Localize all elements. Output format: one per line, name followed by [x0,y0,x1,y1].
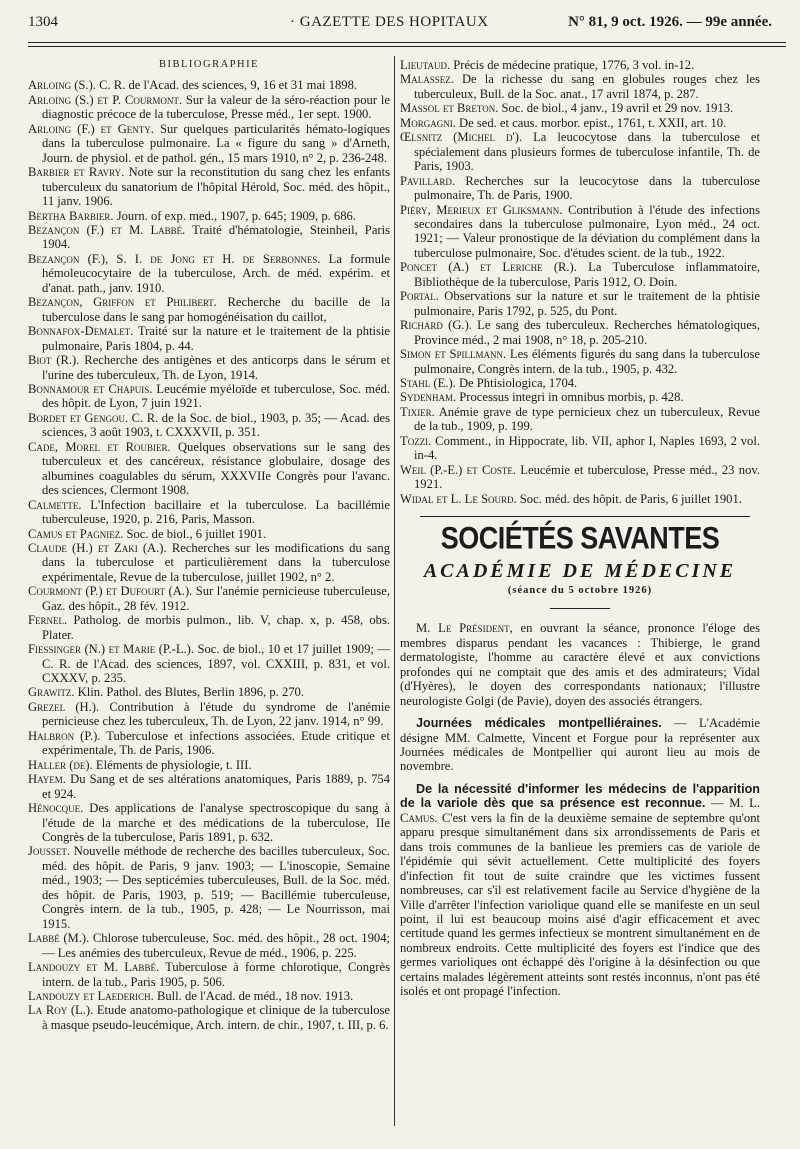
reference-entry [28,931,390,960]
reference-author: Massol et Breton. [400,101,499,116]
reference-entry [28,758,390,772]
reference-entry [400,116,760,130]
reference-text: Observations sur la nature et sur le traitement de la phtisie pulmonaire, Paris 1792, p. 525, du Pont. [414,289,760,318]
reference-text: Recherches sur les modifications du sang dans la tuberculose et particulièrement dans la tuberculose expérimentale, Revue de la tuberculose, juillet 1902, n° 2. [42,540,390,584]
reference-entry [28,960,390,989]
reference-text: Quelques observations sur le sang des tuberculeux et des cancéreux, résistance globulaire, dosage des albumines coagulables du sérum, XXXVIIe Congrès pour l'avanc. des sciences, Clermont 1908. [42,439,391,498]
reference-author: Haller (de). [28,757,93,772]
reference-author: Richard (G.). [400,318,472,333]
page-number: 1304 [28,14,58,30]
reference-text: Journ. of exp. med., 1907, p. 645; 1909, p. 686. [113,208,356,223]
reference-author: Bordet et Gengou. [28,410,129,425]
academie-heading: ACADÉMIE DE MÉDECINE [423,559,737,582]
para-text: — L'Académie désigne MM. Calmette, Vincent et Forgue pour la représenter aux Journées médicales de Montpellier qui auront lieu au mois de novembre. [400,716,760,774]
reference-author: Arloing (F.) et Genty. [28,121,154,136]
reference-author: Bezançon (F.) et M. Labbé. [28,222,186,237]
reference-author: Cade, Morel et Roubier. [28,439,171,454]
reference-author: Simon et Spillmann. [400,347,507,362]
reference-author: Poncet (A.) et Leriche (R.). [400,260,577,275]
reference-entry [28,989,390,1003]
reference-author: Bezançon, Griffon et Philibert. [28,295,217,310]
reference-author: Tixier. [400,404,435,419]
paragraph-variole [400,782,760,999]
reference-entry [400,72,760,101]
reference-entry [400,463,760,492]
page-header [28,14,772,36]
reference-entry [28,584,390,613]
reference-entry [28,353,390,382]
reference-entry [400,58,760,72]
reference-text: L'Infection bacillaire et la tuberculose. La bacillémie tuberculeuse, 1920, p. 216, Paris, Masson. [42,497,390,527]
reference-text: Les éléments figurés du sang dans la tuberculose pulmonaire, Congrès intern. de la tub., 1905, p. 432. [414,347,760,376]
section-title: SOCIÉTÉS SAVANTES [440,520,720,556]
reference-text: Nouvelle méthode de recherche des bacilles tuberculeux, Soc. méd. des hôpit. de Paris, 9 janv. 1903; — L'inoscopie, Semaine méd., 1903; — Des septicémies tuberculeuses, Bull. de la Soc. méd. des hôpit. de Paris, 1903, p. 519; — Bacillémie tuberculeuse, Congrès intern. de la tub., 1905, p. 428; — Le Nourrisson, mai 1915. [42,844,390,931]
reference-author: Morgagni. [400,115,456,130]
reference-author: Pavillard. [400,173,455,188]
reference-text: Etude anatomo-pathologique et clinique de la tuberculose à masque pseudo-leucémique, Arch. intern. de chir., 1907, t. III, p. 6. [42,1003,390,1032]
reference-author: Arloing (S.) et P. Courmont. [28,92,182,107]
reference-author: Halbron (P.). [28,728,101,743]
seance-date: (séance du 5 octobre 1926) [507,584,653,596]
reference-author: Landouzy et M. Labbé. [28,960,160,975]
short-rule [550,608,610,609]
reference-author: Malassez. [400,72,454,87]
paragraph-journees [400,716,760,774]
reference-text: Tuberculose et infections associées. Etude critique et expérimentale, Th. de Paris, 1906. [42,728,390,758]
reference-entry [400,318,760,347]
header-rule-2 [28,46,786,47]
reference-entry [28,1003,390,1032]
reference-text: Sur l'anémie pernicieuse tuberculeuse, Gaz. des hôpit., 28 fév. 1912. [42,584,390,613]
para-text: C'est vers la fin de la deuxième semaine de septembre qu'ont apparu presque simultanément dans six arrondissements de Paris et dans trois communes de la banlieue les premiers cas de variole de l'épidémie qui sévit actuellement. Cette multiplicité des foyers d'infection fit tout de suite craindre que les victimes fussent nombreuses, car s'il est relativement facile au Service d'hygiène de la Ville d'arrêter l'infection variolique quand elle se manifeste en un seul point, il lui est beaucoup moins aisé d'agir efficacement et avec certitude quand les germes infectieux se montrent simultanément en de nombreux endroits. Cette multiplicité des foyers est l'indice que des germes varioliques ont échappé dès l'origine à la désinfection ou que certains malades légèrement atteints sont restés inconnus, n'ont pas été isolés et ont propagé l'infection. [400,810,760,999]
left-column [28,58,390,1032]
reference-author: Tozzi. [400,433,432,448]
reference-author: Lieutaud. [400,58,451,72]
reference-text: Tuberculose à forme chlorotique, Congrès intern. de la tub., Paris 1905, p. 506. [42,960,390,989]
reference-entry [28,122,390,165]
reference-author: Hénocque. [28,801,84,816]
reference-text: C. R. de l'Acad. des sciences, 9, 16 et 31 mai 1898. [95,78,358,93]
reference-author: Claude (H.) et Zaki (A.). [28,540,167,555]
reference-author: Weil (P.-E.) et Coste. [400,462,516,477]
reference-entry [28,440,390,498]
reference-text: De Phtisiologica, 1704. [455,375,578,390]
reference-author: Stahl (E.). [400,375,456,390]
journal-title: · GAZETTE DES HOPITAUX [290,14,489,30]
para-lead: M. Le Président, [416,621,513,636]
reference-entry [28,223,390,252]
reference-author: Œlsnitz (Michel d'). [400,130,523,145]
reference-text: Traité sur la nature et le traitement de la phtisie pulmonaire, Paris 1804, p. 44. [42,324,390,353]
reference-entry [400,390,760,404]
reference-entry [400,260,760,289]
reference-author: Landouzy et Laederich. [28,989,154,1003]
reference-entry [400,289,760,318]
reference-text: Leucémie et tuberculose, Presse méd., 23 nov. 1921. [414,462,760,492]
reference-author: La Roy (L.). [28,1003,94,1018]
reference-text: De la richesse du sang en globules rouges chez les tuberculeux, Bull. de la Soc. anat., 17 avril 1874, p. 287. [414,72,760,101]
reference-entry [28,411,390,440]
reference-text: La formule hémoleucocytaire de la tuberculose, Arch. de méd. expérim. et d'anat. path., janv. 1910. [42,251,390,295]
para-lead: Journées médicales montpelliéraines. [416,716,662,731]
reference-entry [28,700,390,729]
bibliography-heading: BIBLIOGRAPHIE [159,59,259,70]
reference-text: Soc. de biol., 10 et 17 juillet 1909; — C. R. de l'Acad. des sciences, 1897, vol. CXXIII, p. 831, et vol. CXXXV, p. 235. [42,642,390,686]
reference-author: Grawitz. [28,685,75,700]
reference-text: Anémie grave de type pernicieux chez un tuberculeux, Revue de la tub., 1909, p. 199. [414,404,760,434]
reference-entry [28,324,390,353]
para-author: — M. L. Camus. [400,796,760,825]
reference-text: Sur la valeur de la séro-réaction pour le diagnostic précoce de la tuberculose, Presse méd., 1er sept. 1900. [42,92,390,122]
reference-text: Du Sang et de ses altérations anatomiques, Paris 1889, p. 754 et 924. [42,772,390,801]
para-lead: De la nécessité d'informer les médecins de l'apparition de la variole dès que sa présence est reconnue. [400,781,760,811]
reference-text: Leucémie myéloïde et tuberculose, Soc. méd. des hôpit. de Lyon, 7 juin 1921. [42,381,390,411]
reference-text: Précis de médecine pratique, 1776, 3 vol. in-12. [450,58,695,72]
right-reference-list [400,58,760,506]
reference-text: Bull. de l'Acad. de méd., 18 nov. 1913. [153,989,354,1003]
reference-entry [400,203,760,261]
reference-entry [400,434,760,463]
reference-author: Sydenham. [400,390,457,405]
reference-entry [400,130,760,173]
reference-text: Comment., in Hippocrate, lib. VII, aphor I, Naples 1693, 2 vol. in-4. [414,433,760,463]
reference-text: Des applications de l'analyse spectroscopique du sang à l'étude de la marche et des médications de la tuberculose, IIe Congrès de la tuberculose, Paris 1891, p. 632. [42,801,390,845]
reference-author: Jousset. [28,844,71,859]
reference-author: Camus et Pagniez. [28,526,124,541]
reference-entry [400,347,760,376]
reference-text: Recherche des antigènes et des anticorps dans le sérum et l'urine des tuberculeux, Th. de Lyon, 1914. [42,353,390,382]
reference-text: De sed. et caus. morbor. epist., 1761, t. XXII, art. 10. [455,115,727,130]
reference-text: Le sang des tuberculeux. Recherches hématologiques, Province méd., 2 mai 1908, n° 18, p. 205-210. [414,318,760,347]
reference-text: Recherches sur la leucocytose dans la tuberculose pulmonaire, Th. de Paris, 1900. [414,173,760,203]
reference-text: Soc. méd. des hôpit. de Paris, 6 juillet 1901. [516,491,742,506]
reference-text: Recherche du bacille de la tuberculose dans le sang par homogénéisation du caillot, [42,295,390,324]
column-divider [394,56,395,1126]
reference-text: Klin. Pathol. des Blutes, Berlin 1896, p. 270. [74,685,304,700]
reference-author: Piéry, Merieux et Gliksmann. [400,202,563,217]
reference-entry [28,613,390,642]
reference-entry [400,101,760,115]
reference-text: Eléments de physiologie, t. III. [92,757,252,772]
reference-author: Bertha Barbier. [28,208,114,223]
reference-text: C. R. de la Soc. de biol., 1903, p. 35; — Acad. des sciences, 3 août 1903, t. CXXXVII, p. 351. [42,410,390,440]
reference-author: Courmont (P.) et Dufourt (A.). [28,584,193,599]
reference-entry [28,165,390,208]
reference-entry [400,405,760,434]
reference-author: Portal. [400,289,439,304]
issue-info: N° 81, 9 oct. 1926. — 99e année. [568,14,772,30]
left-reference-list [28,78,390,1032]
reference-author: Calmette. [28,497,82,512]
reference-text: Contribution à l'étude des infections secondaires dans la tuberculose pulmonaire, Lyon méd., 24 oct. 1921; — Valeur pronostique de la déviation du complément dans la tuberculose pulmonaire, Soc. d'études scient. de la tub., 1922. [414,202,760,260]
reference-text: Sur quelques particularités hémato-logiques dans la tuberculose pulmonaire. La « figure du sang » d'Arneth, Journ. de physiol. et de pathol. gén., 15 mars 1910, n° 2, p. 236-248. [42,121,391,165]
reference-author: Labbé (M.). [28,931,90,946]
reference-author: Fernel. [28,613,68,628]
reference-text: Processus integri in omnibus morbis, p. 428. [456,390,684,405]
reference-author: Grezel (H.). [28,699,100,714]
reference-author: Barbier et Ravry. [28,165,125,180]
reference-entry [28,772,390,801]
reference-entry [28,541,390,584]
para-text: en ouvrant la séance, prononce l'éloge des membres disparus pendant les vacances : Thibierge, le grand dermatologiste, l'homme au caractère élevé et aux convictions profondes qui ne comptait que des amis et des admirateurs; Vidal (d'Hyères), le doyen des correspondants nationaux; l'illustre neurologiste Golgi (de Pavie), doyen des associés étrangers. [400,621,761,708]
reference-entry [28,844,390,931]
reference-text: Soc. de biol., 6 juillet 1901. [123,526,267,541]
reference-entry [28,642,390,685]
reference-entry [28,252,390,295]
reference-entry [28,527,390,541]
reference-entry [400,492,760,506]
reference-entry [28,382,390,411]
reference-entry [28,209,390,223]
section-rule [420,516,750,517]
reference-entry [28,498,390,527]
reference-author: Biot (R.). [28,353,80,368]
reference-author: Bonnamour et Chapuis. [28,381,153,396]
reference-author: Widal et L. Le Sourd. [400,491,517,506]
reference-author: Arloing (S.). [28,78,96,93]
reference-entry [28,685,390,699]
reference-text: La Tuberculose inflammatoire, Bibliothèque de la tuberculose, Paris 1912, O. Doin. [414,260,760,289]
reference-entry [400,376,760,390]
header-rule [28,42,786,43]
reference-entry [28,801,390,844]
reference-text: Contribution à l'étude du syndrome de l'anémie pernicieuse chez les tuberculeux, Th. de Lyon, 22 janv. 1914, n° 99. [42,699,390,729]
reference-text: La leucocytose dans la tuberculose et spécialement dans plusieurs formes de tuberculose infantile, Th. de Paris, 1903. [414,130,760,174]
reference-text: Chlorose tuberculeuse, Soc. méd. des hôpit., 28 oct. 1904; — Les anémies des tuberculeux, Revue de méd., 1906, p. 225. [42,931,390,960]
reference-entry [400,174,760,203]
reference-entry [28,78,390,92]
reference-author: Bonnafox-Demalet. [28,324,134,339]
reference-entry [28,729,390,758]
paragraph-president [400,621,760,708]
reference-text: Note sur la reconstitution du sang chez les enfants tuberculeux du sanatorium de l'hôpital Hérold, Soc. méd. des hôpit., 11 janv. 1906. [42,165,391,209]
reference-entry [28,295,390,324]
reference-text: Soc. de biol., 4 janv., 19 avril et 29 nov. 1913. [498,101,734,116]
reference-author: Bezançon (F.), S. I. de Jong et H. de Serbonnes. [28,251,321,266]
reference-author: Fiessinger (N.) et Marie (P.-L.). [28,642,195,657]
right-column [400,58,760,1007]
reference-text: Traité d'hématologie, Steinheil, Paris 1904. [42,222,390,252]
reference-author: Hayem. [28,772,66,787]
reference-text: Patholog. de morbis pulmon., lib. V, chap. x, p. 458, obs. Plater. [42,613,390,642]
reference-entry [28,93,390,122]
